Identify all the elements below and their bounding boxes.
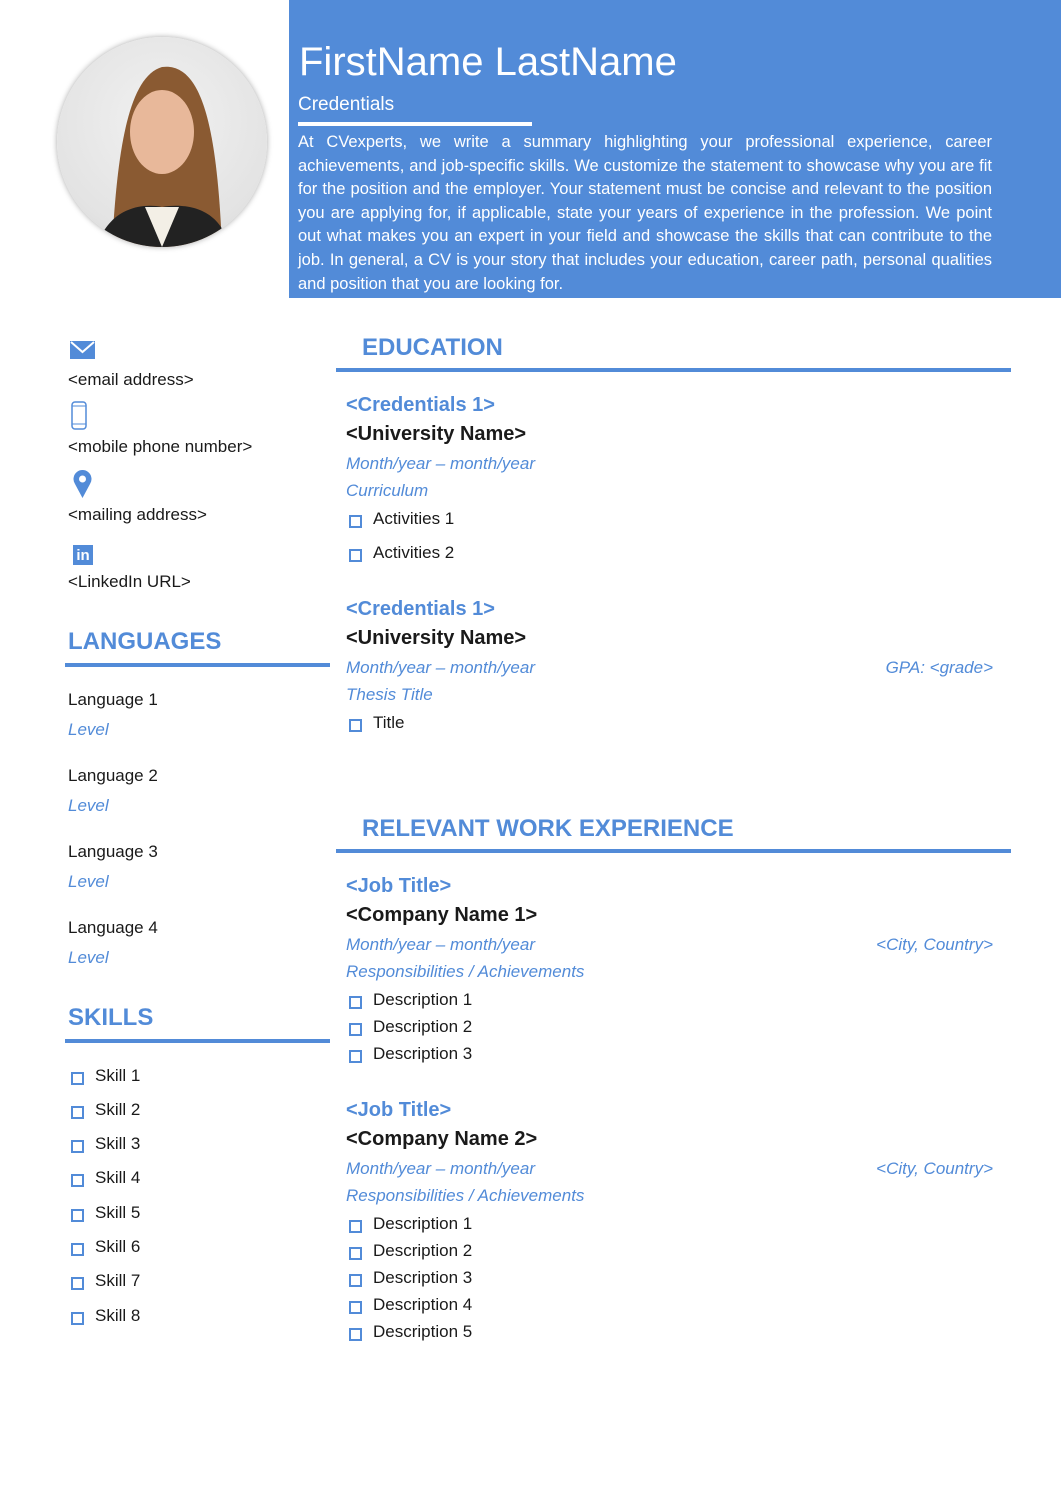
language-name: Language 4 <box>68 918 158 937</box>
description-item: Description 2 <box>346 1241 472 1261</box>
skill-item: Skill 6 <box>68 1237 140 1257</box>
skill-item: Skill 7 <box>68 1271 140 1291</box>
credentials-underline <box>298 122 532 126</box>
job-title: <Job Title> <box>346 1099 452 1121</box>
skill-item: Skill 5 <box>68 1203 140 1223</box>
description-item: Description 5 <box>346 1322 472 1342</box>
languages-heading: LANGUAGES <box>68 628 222 655</box>
description-item: Description 1 <box>346 1214 472 1234</box>
university-name: <University Name> <box>346 627 527 649</box>
job-title: <Job Title> <box>346 875 452 897</box>
skills-rule <box>65 1039 330 1043</box>
skill-item: Skill 8 <box>68 1306 140 1326</box>
mobile-phone-icon <box>71 401 87 430</box>
mailing-address: <mailing address> <box>68 505 207 524</box>
responsibilities-label: Responsibilities / Achievements <box>346 962 585 981</box>
languages-rule <box>65 663 330 667</box>
language-name: Language 2 <box>68 766 158 785</box>
education-rule <box>336 368 1011 372</box>
education-dates: Month/year – month/year <box>346 658 535 677</box>
header-banner <box>289 0 1061 298</box>
description-item: Description 3 <box>346 1044 472 1064</box>
work-experience-heading: RELEVANT WORK EXPERIENCE <box>362 815 734 842</box>
skill-item: Skill 1 <box>68 1066 140 1086</box>
language-name: Language 1 <box>68 690 158 709</box>
email-icon <box>70 341 95 359</box>
skill-item: Skill 4 <box>68 1168 140 1188</box>
description-item: Description 4 <box>346 1295 472 1315</box>
education-credential: <Credentials 1> <box>346 598 495 620</box>
gpa: GPA: <grade> <box>885 658 993 677</box>
work-experience-rule <box>336 849 1011 853</box>
profile-photo <box>57 37 267 247</box>
linkedin-url[interactable]: <LinkedIn URL> <box>68 572 191 591</box>
profile-summary: At CVexperts, we write a summary highlighting your professional experience, career achievements, and job-specific skills. We customize the statement to showcase why you are fit for the position and the employer. Your statement must be concise and relevant to the position you are applying for, if applicable, state your years of experience in the profession. We point out what makes you an expert in your field and showcase the skills that can contribute to the job. In general, a CV is your story that includes your education, career path, personal qualities and position that you are looking for. <box>298 133 992 293</box>
language-level: Level <box>68 872 109 891</box>
education-credential: <Credentials 1> <box>346 394 495 416</box>
thesis-item: Title <box>346 713 405 733</box>
university-name: <University Name> <box>346 423 527 445</box>
language-level: Level <box>68 720 109 739</box>
linkedin-icon: in <box>73 545 93 565</box>
skill-item: Skill 3 <box>68 1134 140 1154</box>
job-location: <City, Country> <box>876 935 993 954</box>
education-heading: EDUCATION <box>362 334 503 361</box>
job-dates: Month/year – month/year <box>346 935 535 954</box>
header-credentials: Credentials <box>298 94 395 115</box>
thesis-title-label: Thesis Title <box>346 685 433 704</box>
activity-item: Activities 1 <box>346 509 454 529</box>
email-address: <email address> <box>68 370 194 389</box>
location-pin-icon <box>73 470 92 498</box>
description-item: Description 1 <box>346 990 472 1010</box>
skills-heading: SKILLS <box>68 1004 154 1031</box>
mobile-phone-number: <mobile phone number> <box>68 437 253 456</box>
language-level: Level <box>68 948 109 967</box>
language-level: Level <box>68 796 109 815</box>
job-dates: Month/year – month/year <box>346 1159 535 1178</box>
company-name: <Company Name 1> <box>346 904 538 926</box>
company-name: <Company Name 2> <box>346 1128 538 1150</box>
education-dates: Month/year – month/year <box>346 454 535 473</box>
activity-item: Activities 2 <box>346 543 454 563</box>
job-location: <City, Country> <box>876 1159 993 1178</box>
skill-item: Skill 2 <box>68 1100 140 1120</box>
description-item: Description 2 <box>346 1017 472 1037</box>
description-item: Description 3 <box>346 1268 472 1288</box>
curriculum-label: Curriculum <box>346 481 429 500</box>
full-name: FirstName LastName <box>299 40 677 84</box>
responsibilities-label: Responsibilities / Achievements <box>346 1186 585 1205</box>
language-name: Language 3 <box>68 842 158 861</box>
